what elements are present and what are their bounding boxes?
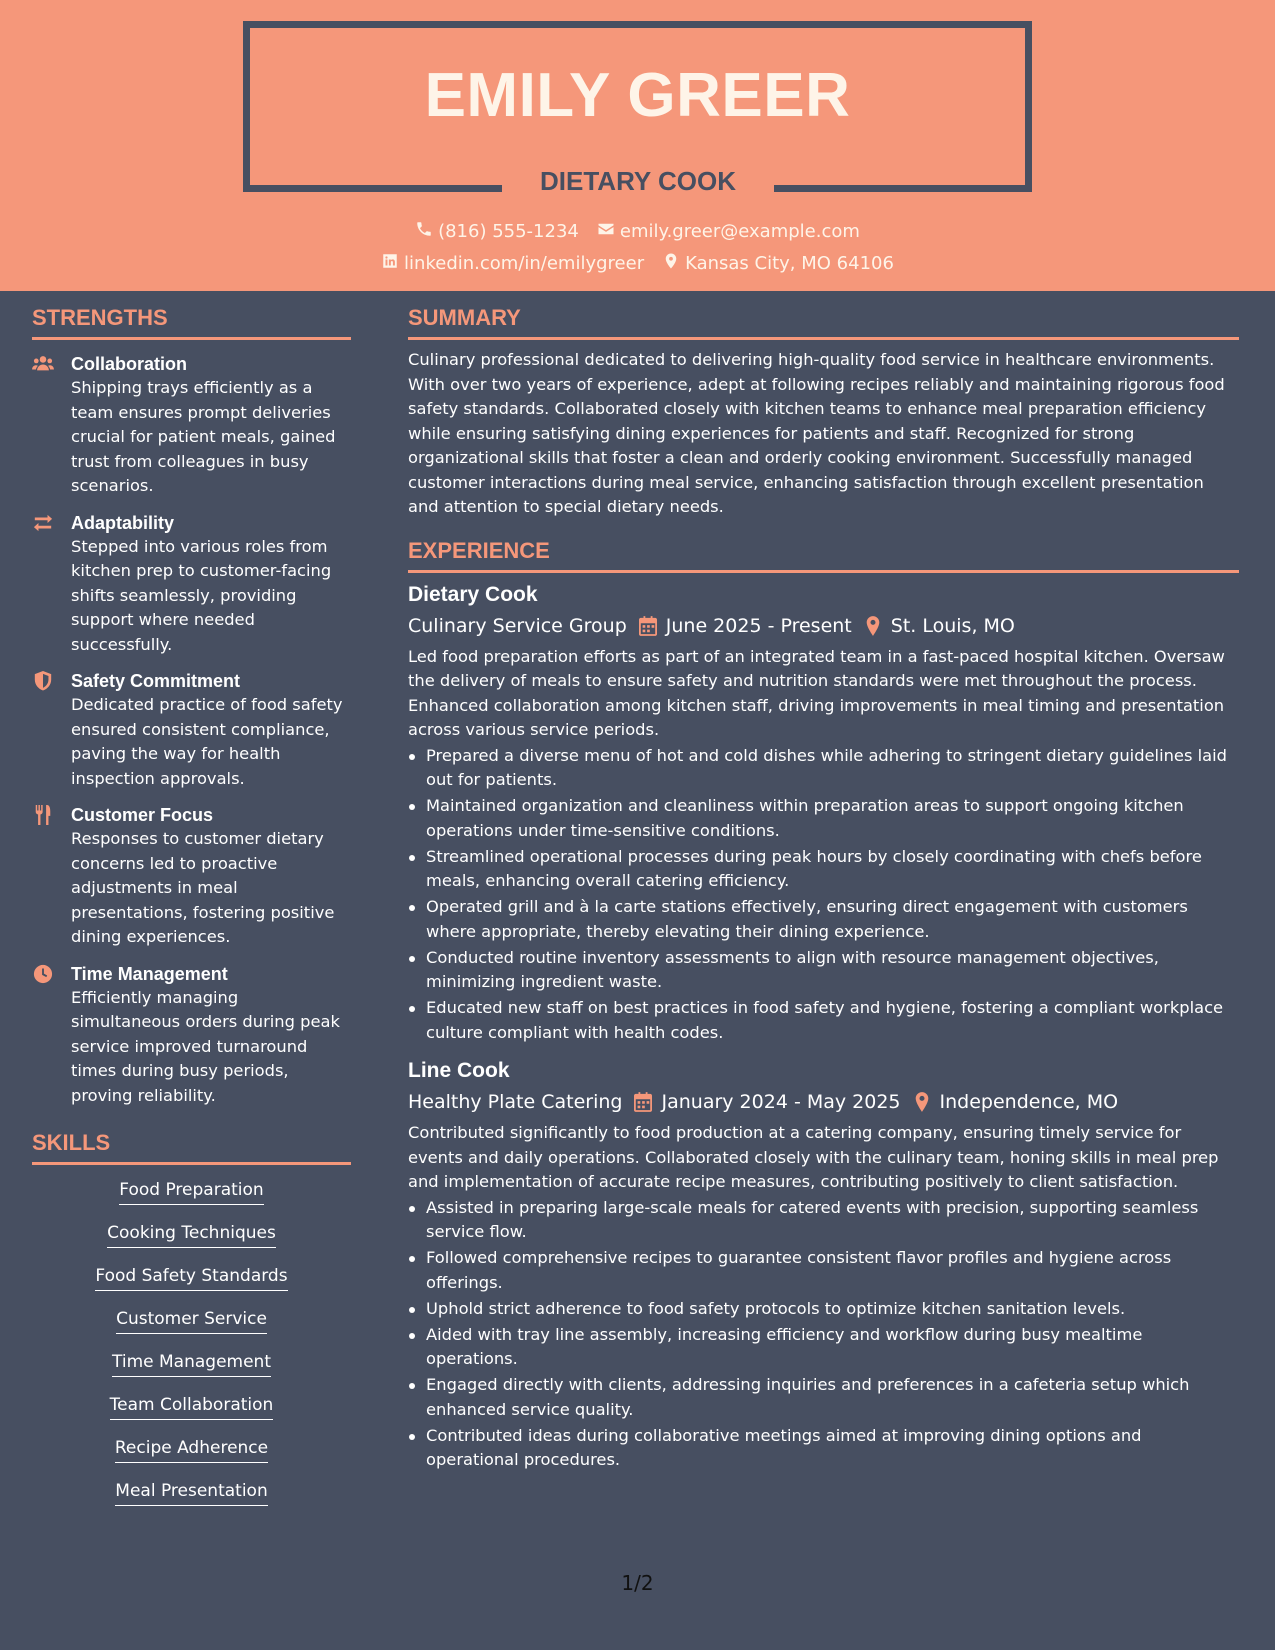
bullet-item: Prepared a diverse menu of hot and cold dishes while adhering to stringent dietary guidelines laid out for patients. bbox=[408, 744, 1239, 793]
strength-title: Adaptability bbox=[71, 512, 175, 533]
phone-icon bbox=[415, 220, 433, 243]
envelope-icon bbox=[597, 220, 615, 243]
skill-tag: Team Collaboration bbox=[110, 1394, 274, 1420]
job-meta bbox=[408, 1087, 1239, 1117]
experience-entry bbox=[408, 581, 1239, 1046]
strengths-heading: STRENGTHS bbox=[32, 305, 351, 340]
job-title: DIETARY COOK bbox=[540, 166, 736, 196]
bullet-item: Uphold strict adherence to food safety protocols to optimize kitchen sanitation levels. bbox=[408, 1297, 1239, 1322]
bullet-item: Conducted routine inventory assessments to align with resource management objectives, minimizing ingredient waste. bbox=[408, 946, 1239, 995]
skill-tag: Meal Presentation bbox=[115, 1480, 267, 1506]
skill-tag: Customer Service bbox=[116, 1308, 267, 1334]
strength-item bbox=[32, 669, 351, 791]
email-text: emily.greer@example.com bbox=[619, 221, 860, 242]
shield-icon bbox=[32, 671, 54, 691]
contact-row-2 bbox=[0, 252, 1275, 275]
bullet-item: Educated new staff on best practices in food safety and hygiene, fostering a compliant workplace culture compliant with health codes. bbox=[408, 996, 1239, 1045]
contact-row-1 bbox=[0, 220, 1275, 243]
experience-heading: EXPERIENCE bbox=[408, 538, 1239, 573]
company-name: Culinary Service Group bbox=[408, 614, 627, 637]
job-role: Line Cook bbox=[408, 1059, 510, 1082]
bullet-item: Maintained organization and cleanliness within preparation areas to support ongoing kitchen operations under time-sensitive conditions. bbox=[408, 794, 1239, 843]
bullet-item: Engaged directly with clients, addressing inquiries and preferences in a cafeteria setup which enhanced service quality. bbox=[408, 1373, 1239, 1422]
skills-heading: SKILLS bbox=[32, 1130, 351, 1165]
left-column bbox=[32, 305, 351, 1523]
contact-email[interactable] bbox=[597, 220, 860, 243]
skills-list bbox=[32, 1179, 351, 1523]
job-dates: January 2024 - May 2025 bbox=[661, 1091, 901, 1113]
map-pin-icon bbox=[913, 1092, 931, 1112]
job-description: Led food preparation efforts as part of an integrated team in a fast-paced hospital kitchen. Oversaw the delivery of meals to ensure safety and nutrition standards were met throughout the process. Enhanced collaboration among kitchen staff, driving improvements in meal timing and presentation across various service periods. bbox=[408, 646, 1225, 739]
strength-item bbox=[32, 962, 351, 1109]
map-pin-icon bbox=[864, 616, 882, 636]
skill-tag: Time Management bbox=[112, 1351, 271, 1377]
strength-desc: Dedicated practice of food safety ensured consistent compliance, paving the way for health inspection approvals. bbox=[71, 695, 343, 788]
bullet-item: Assisted in preparing large-scale meals for catered events with precision, supporting seamless service flow. bbox=[408, 1196, 1239, 1245]
location-text: Kansas City, MO 64106 bbox=[685, 253, 894, 274]
job-meta bbox=[408, 611, 1239, 641]
page-number: 1/2 bbox=[621, 1571, 654, 1595]
calendar-icon bbox=[639, 616, 657, 636]
strength-title: Time Management bbox=[71, 963, 228, 984]
job-dates: June 2025 - Present bbox=[665, 614, 852, 637]
arrows-exchange-icon bbox=[32, 513, 54, 533]
bullet-item: Followed comprehensive recipes to guarantee consistent flavor profiles and hygiene across offerings. bbox=[408, 1246, 1239, 1295]
skill-tag: Recipe Adherence bbox=[115, 1437, 268, 1463]
clock-icon bbox=[32, 964, 54, 984]
strength-item bbox=[32, 352, 351, 499]
right-column bbox=[408, 305, 1239, 1474]
strength-desc: Shipping trays efficiently as a team ensures prompt deliveries crucial for patient meals, gained trust from colleagues in busy scenarios. bbox=[71, 378, 336, 495]
job-description: Contributed significantly to food production at a catering company, ensuring timely service for events and daily operations. Collaborated closely with the culinary team, honing skills in meal prep and implementation of accurate recipe measures, contributing positively to client satisfaction. bbox=[408, 1123, 1219, 1191]
strength-title: Collaboration bbox=[71, 354, 187, 374]
bullet-item: Contributed ideas during collaborative meetings aimed at improving dining options and operational procedures. bbox=[408, 1424, 1239, 1473]
job-role: Dietary Cook bbox=[408, 582, 538, 606]
strength-desc: Efficiently managing simultaneous orders during peak service improved turnaround times during busy periods, proving reliability. bbox=[71, 987, 340, 1105]
calendar-icon bbox=[634, 1092, 652, 1112]
company-name: Healthy Plate Catering bbox=[408, 1091, 623, 1113]
summary-heading: SUMMARY bbox=[408, 305, 1239, 340]
contact-location bbox=[662, 252, 894, 275]
linkedin-icon bbox=[381, 252, 399, 275]
strength-desc: Stepped into various roles from kitchen prep to customer-facing shifts seamlessly, providing support where needed successfully. bbox=[71, 536, 332, 654]
strength-item bbox=[32, 511, 351, 658]
experience-entry bbox=[408, 1057, 1239, 1473]
linkedin-text: linkedin.com/in/emilygreer bbox=[404, 253, 645, 274]
utensils-icon bbox=[32, 805, 54, 825]
summary-text: Culinary professional dedicated to delivering high-quality food service in healthcare environments. With over two years of experience, adept at following recipes reliably and maintaining rigorous food safety standards. Collaborated closely with kitchen teams to enhance meal preparation efficiency while ensuring satisfying dining experiences for patients and staff. Recognized for strong organizational skills that foster a clean and orderly cooking environment. Successfully managed customer interactions during meal service, enhancing satisfaction through excellent presentation and attention to special dietary needs. bbox=[408, 350, 1225, 516]
strength-desc: Responses to customer dietary concerns led to proactive adjustments in meal presentations, fostering positive dining experiences. bbox=[71, 829, 335, 946]
job-bullets bbox=[408, 744, 1239, 1046]
map-pin-icon bbox=[662, 252, 680, 275]
skill-tag: Food Safety Standards bbox=[95, 1265, 287, 1291]
candidate-name: EMILY GREER bbox=[424, 61, 851, 130]
job-location: Independence, MO bbox=[939, 1091, 1119, 1113]
strength-item bbox=[32, 803, 351, 950]
job-bullets bbox=[408, 1196, 1239, 1473]
strength-title: Customer Focus bbox=[71, 805, 214, 825]
resume-header bbox=[0, 0, 1275, 291]
phone-text: (816) 555-1234 bbox=[438, 221, 579, 242]
strength-title: Safety Commitment bbox=[71, 671, 241, 691]
bullet-item: Aided with tray line assembly, increasing efficiency and workflow during busy mealtime operations. bbox=[408, 1323, 1239, 1372]
users-icon bbox=[32, 354, 54, 374]
bullet-item: Streamlined operational processes during peak hours by closely coordinating with chefs before meals, enhancing overall catering efficiency. bbox=[408, 845, 1239, 894]
bullet-item: Operated grill and à la carte stations effectively, ensuring direct engagement with customers where appropriate, thereby elevating their dining experience. bbox=[408, 895, 1239, 944]
skill-tag: Food Preparation bbox=[119, 1179, 263, 1205]
job-location: St. Louis, MO bbox=[890, 614, 1015, 637]
contact-linkedin[interactable] bbox=[381, 252, 644, 275]
skill-tag: Cooking Techniques bbox=[107, 1222, 276, 1248]
contact-phone[interactable] bbox=[415, 220, 579, 243]
